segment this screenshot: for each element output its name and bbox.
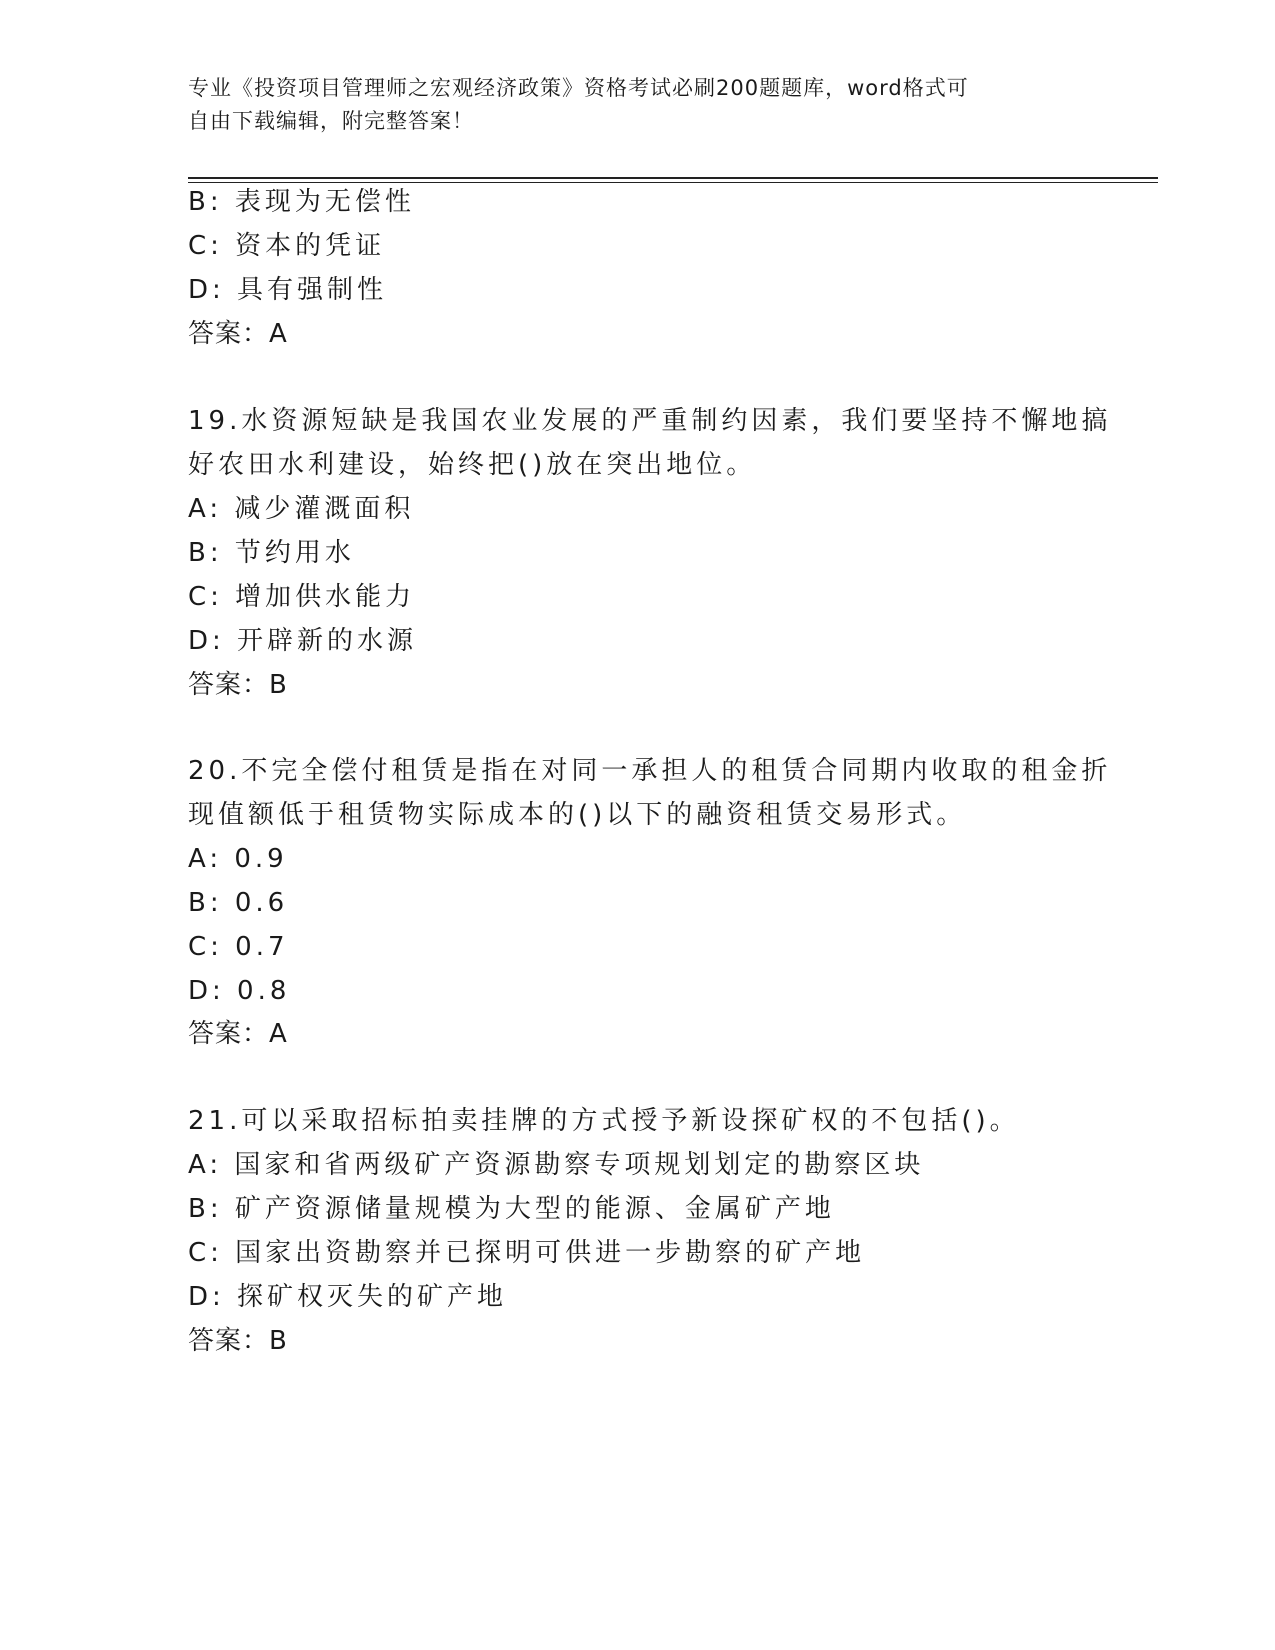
q18-option-d: D: 具有强制性 [188, 275, 388, 305]
q20-option-a: A: 0.9 [188, 844, 288, 874]
q20-option-c: C: 0.7 [188, 932, 289, 962]
q20-stem-line-2: 现值额低于租赁物实际成本的()以下的融资租赁交易形式。 [188, 800, 967, 830]
header-line-2: 自由下载编辑，附完整答案！ [188, 109, 474, 133]
q19-option-d: D: 开辟新的水源 [188, 626, 418, 656]
q19-option-a: A: 减少灌溉面积 [188, 494, 415, 524]
q18-option-c: C: 资本的凭证 [188, 231, 386, 261]
q19-option-c: C: 增加供水能力 [188, 582, 416, 612]
page-header [188, 72, 1088, 138]
header-line-1: 专业《投资项目管理师之宏观经济政策》资格考试必刷200题题库，word格式可 [188, 76, 969, 100]
q21-option-d: D: 探矿权灭失的矿产地 [188, 1282, 508, 1312]
q21-answer: 答案：B [188, 1326, 288, 1356]
q19-stem-line-1: 19.水资源短缺是我国农业发展的严重制约因素，我们要坚持不懈地搞 [188, 406, 1112, 436]
q21-option-b: B: 矿产资源储量规模为大型的能源、金属矿产地 [188, 1194, 835, 1224]
header-divider [188, 177, 1158, 183]
q19-answer: 答案：B [188, 670, 288, 700]
q21-stem: 21.可以采取招标拍卖挂牌的方式授予新设探矿权的不包括()。 [188, 1106, 1020, 1136]
q21-option-a: A: 国家和省两级矿产资源勘察专项规划划定的勘察区块 [188, 1150, 925, 1180]
q19-stem-line-2: 好农田水利建设，始终把()放在突出地位。 [188, 450, 757, 480]
q19-option-b: B: 节约用水 [188, 538, 355, 568]
q18-option-b: B: 表现为无偿性 [188, 187, 415, 217]
q20-answer: 答案：A [188, 1019, 288, 1049]
q18-answer: 答案：A [188, 319, 288, 349]
q21-option-c: C: 国家出资勘察并已探明可供进一步勘察的矿产地 [188, 1238, 866, 1268]
q20-option-b: B: 0.6 [188, 888, 289, 918]
q20-option-d: D: 0.8 [188, 976, 291, 1006]
q20-stem-line-1: 20.不完全偿付租赁是指在对同一承担人的租赁合同期内收取的租金折 [188, 756, 1112, 786]
